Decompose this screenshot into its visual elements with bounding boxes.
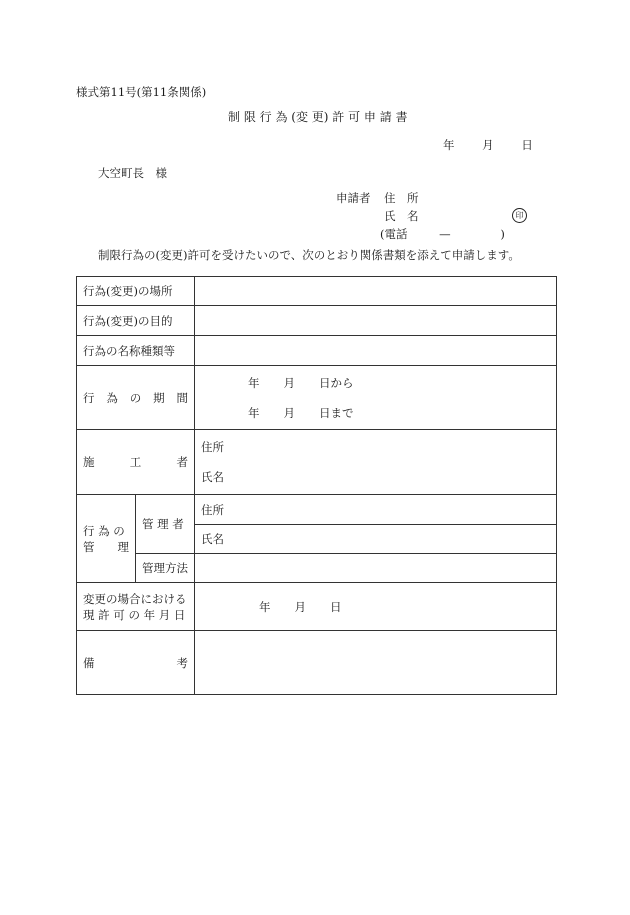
contractor-char: 工 bbox=[129, 455, 142, 469]
kind-label: 行為の名称種類等 bbox=[77, 336, 195, 366]
kind-field[interactable] bbox=[195, 336, 557, 366]
period-from bbox=[248, 368, 550, 398]
contractor-char: 者 bbox=[176, 455, 188, 469]
application-table bbox=[76, 276, 557, 695]
management-label bbox=[77, 495, 136, 583]
management-line1: 行 為 の bbox=[83, 523, 125, 538]
change-month: 月 bbox=[294, 599, 307, 614]
change-day: 日 bbox=[330, 599, 342, 614]
place-label: 行為(変更)の場所 bbox=[77, 277, 195, 306]
remarks-field[interactable] bbox=[195, 631, 557, 695]
date-month: 月 bbox=[482, 138, 494, 152]
period-char: の bbox=[129, 390, 142, 405]
applicant-name-label: 氏 名 bbox=[384, 209, 419, 223]
applicant-label: 申請者 bbox=[336, 191, 371, 205]
date-year: 年 bbox=[443, 138, 455, 152]
method-field[interactable] bbox=[195, 554, 557, 583]
period-to bbox=[248, 398, 550, 428]
remarks-char: 備 bbox=[83, 656, 95, 670]
manager-address-label: 住所 bbox=[201, 502, 225, 517]
period-field[interactable] bbox=[195, 366, 557, 430]
to-day: 日まで bbox=[319, 405, 354, 420]
phone-close: ) bbox=[500, 227, 505, 241]
purpose-field[interactable] bbox=[195, 306, 557, 336]
period-label bbox=[77, 366, 195, 430]
date-header bbox=[443, 137, 533, 153]
seal-icon: 印 bbox=[512, 208, 527, 223]
manager-name-label: 氏名 bbox=[201, 532, 225, 546]
from-month: 月 bbox=[283, 375, 296, 390]
contractor-address-label: 住所 bbox=[201, 440, 225, 454]
form-number: 様式第11号(第11条関係) bbox=[76, 85, 207, 99]
manager-label: 管 理 者 bbox=[136, 495, 195, 554]
change-line1: 変更の場合における bbox=[83, 591, 187, 606]
to-month: 月 bbox=[283, 405, 296, 420]
manager-name-field[interactable] bbox=[195, 525, 557, 554]
change-date-field[interactable] bbox=[195, 583, 557, 631]
manager-address-field[interactable] bbox=[195, 495, 557, 525]
date-day: 日 bbox=[521, 138, 533, 152]
place-field[interactable] bbox=[195, 277, 557, 306]
addressee: 大空町長 様 bbox=[98, 166, 167, 180]
contractor-label bbox=[77, 430, 195, 495]
seal-mark bbox=[512, 207, 527, 223]
from-year: 年 bbox=[248, 375, 260, 390]
management-line2: 管 理 bbox=[83, 539, 129, 554]
contractor-char: 施 bbox=[83, 455, 95, 469]
change-year: 年 bbox=[259, 599, 271, 614]
change-date-label bbox=[77, 583, 195, 631]
document-title: 制 限 行 為 (変 更) 許 可 申 請 書 bbox=[228, 110, 408, 124]
applicant-phone bbox=[380, 226, 505, 242]
contractor-field[interactable] bbox=[195, 430, 557, 495]
from-day: 日から bbox=[319, 375, 354, 390]
remarks-char: 考 bbox=[176, 656, 189, 670]
period-char: 為 bbox=[106, 390, 118, 405]
change-line2: 現 許 可 の 年 月 日 bbox=[83, 607, 186, 622]
phone-open: (電話 bbox=[380, 227, 408, 241]
applicant-address-label: 住 所 bbox=[384, 191, 419, 205]
period-char: 期 bbox=[153, 390, 165, 405]
phone-dash: — bbox=[439, 227, 451, 241]
period-char: 行 bbox=[83, 390, 95, 405]
period-char: 間 bbox=[176, 390, 188, 405]
intro-text: 制限行為の(変更)許可を受けたいので、次のとおり関係書類を添えて申請します。 bbox=[98, 248, 520, 262]
to-year: 年 bbox=[248, 405, 260, 420]
contractor-name-label: 氏名 bbox=[201, 470, 225, 484]
method-label: 管理方法 bbox=[136, 554, 195, 583]
purpose-label: 行為(変更)の目的 bbox=[77, 306, 195, 336]
remarks-label bbox=[77, 631, 195, 695]
